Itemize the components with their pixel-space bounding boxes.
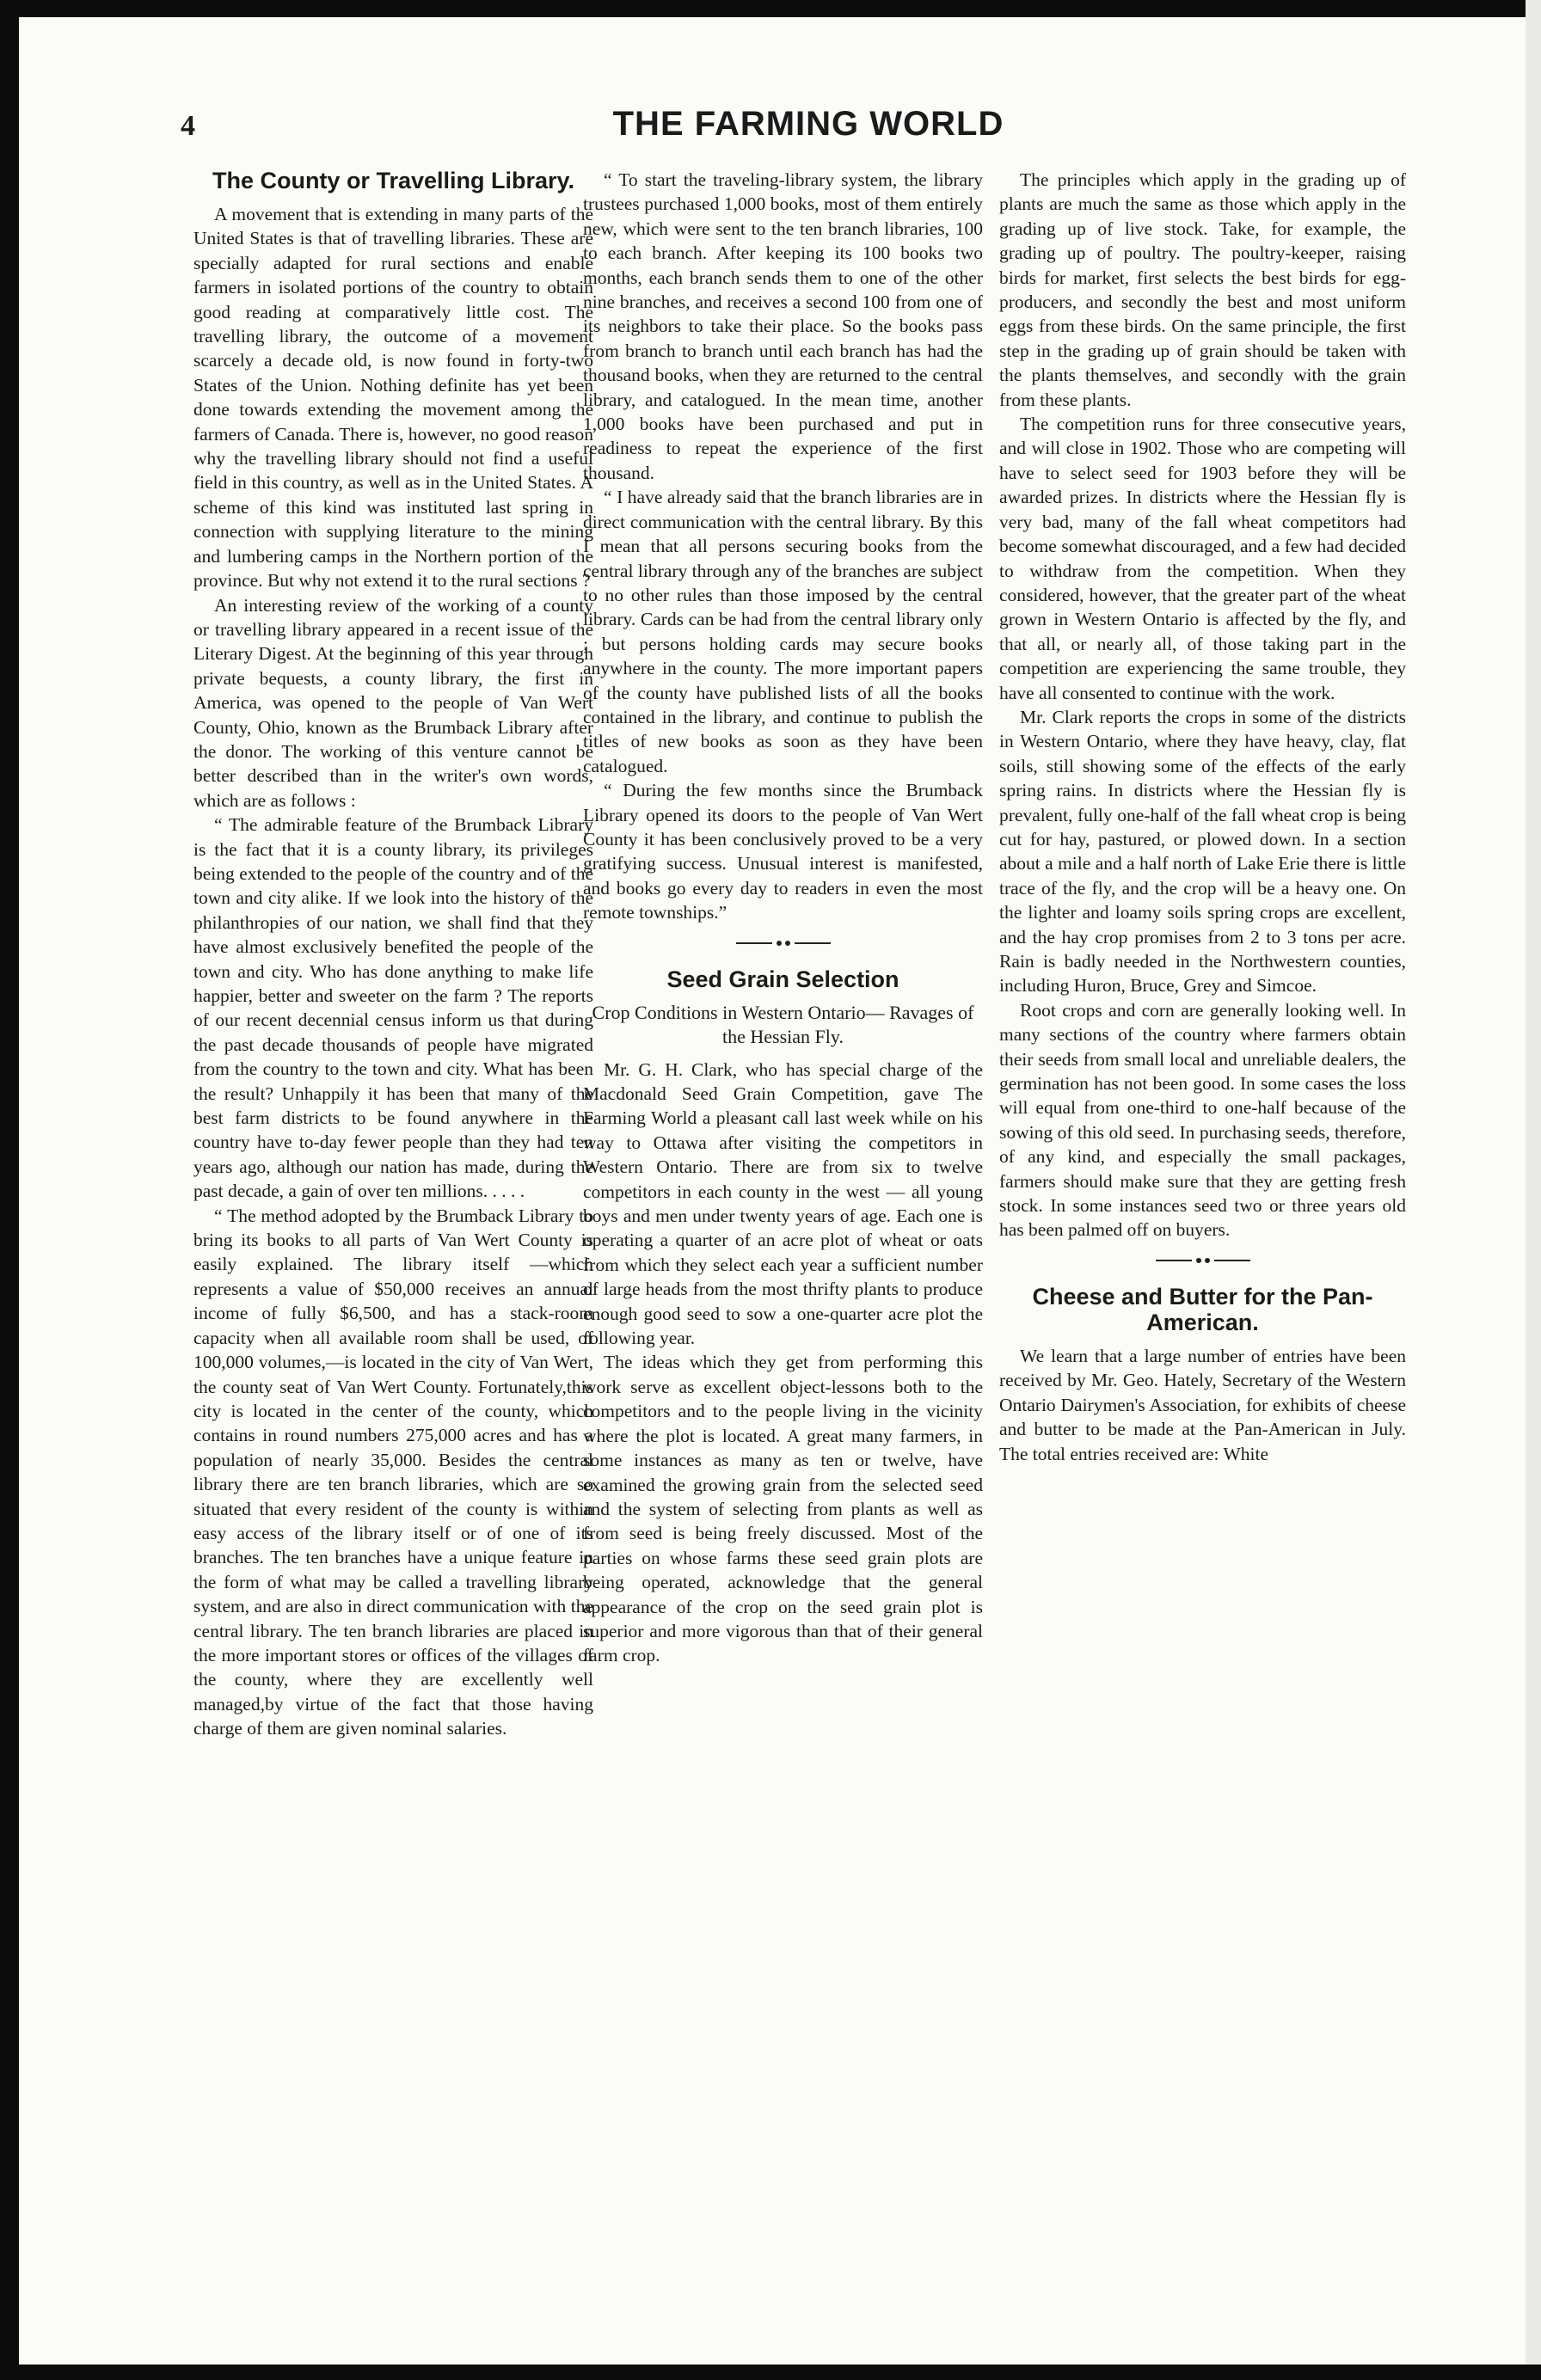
cheese-paragraph: We learn that a large number of entries have been received by Mr. Geo. Hately, Secretary of the Western Ontario Dairymen's Association, for exhibits of cheese and butter to be made at the Pan-American in July. The total entries received are: White	[999, 1345, 1406, 1464]
page-number: 4	[181, 110, 195, 142]
seed-paragraph: Mr. G. H. Clark, who has special charge of the Macdonald Seed Grain Competition, gave The Farming World a pleasant call last week while on his way to Ottawa after visiting the competitors in Western Ontario. There are from six to twelve competitors in each county in the west — all young boys and men under twenty years of age. Each one is operating a quarter of an acre plot of wheat or oats from which they select each year a sufficient number of large heads from the most thrifty plants to produce enough good seed to sow a one-quarter acre plot the following year.	[583, 1058, 983, 1349]
library-paragraph: “ To start the traveling-library system, the library trustees purchased 1,000 books, most of them entirely new, which were sent to the ten branch libraries, 100 to each branch. After keeping its 100 books two months, each branch sends them to one of the other nine branches, and receives a second 100 from one of its neighbors to take their place. So the books pass from branch to branch until each branch has had the thousand books, when they are returned to the central library, and catalogued. In the mean time, another 1,000 books have been purchased and put in readiness to repeat the experience of the first thousand.	[583, 169, 983, 483]
library-paragraph: An interesting review of the working of a county or travelling library appeared in a recent issue of the Literary Digest. At the beginning of this year through private bequests, a county library, the first in America, was opened to the people of Van Wert County, Ohio, known as the Brumback Library after the donor. The working of this venture cannot be better described than in the writer's own words, which are as follows :	[193, 594, 593, 811]
scan-border-top	[0, 0, 1541, 17]
library-paragraph: “ I have already said that the branch libraries are in direct communication with the central library. By this I mean that all persons securing books from the central library through any of the branches are subject to no other rules than those imposed by the central library. Cards can be had from the central library only ; but persons holding cards may secure books anywhere in the county. The more important papers of the county have published lists of all the books contained in the library, and continue to publish the titles of new books as soon as they have been catalogued.	[583, 487, 983, 776]
seed-paragraph: The competition runs for three consecutive years, and will close in 1902. Those who are competing will have to select seed for 1903 before they will be awarded prizes. In districts where the Hessian fly is very bad, many of the fall wheat competitors had become somewhat discouraged, and a few had decided to withdraw from the competition. When they considered, however, that the greater part of the wheat grown in Western Ontario is affected by the fly, and that all, or nearly all, of those taking part in the competition are experiencing the same trouble, they have all consented to continue with the work.	[999, 414, 1406, 703]
library-paragraph: “ The method adopted by the Brumback Library to bring its books to all parts of Van Wert County is easily explained. The library itself —which represents a value of $50,000 receives an annual income of fully $6,500, and has a stack-room capacity when all available room shall be used, of 100,000 volumes,—is located in the city of Van Wert, the county seat of Van Wert County. Fortunately,this city is located in the center of the county, which contains in round numbers 275,000 acres and has a population of nearly 35,000. Besides the central library there are ten branch libraries, which are so situated that every resident of the county is within easy access of the library itself or of one of its branches. The ten branches have a unique feature in the form of what may be called a travelling library system, and are also in direct communication with the central library. The ten branch libraries are placed in the more important stores or offices of the villages of the county, where they are excellently well managed,by virtue of the fact that those having charge of them are given nominal salaries.	[193, 1205, 593, 1739]
seed-paragraph: The principles which apply in the grading up of plants are much the same as those which apply in the grading up of live stock. Take, for example, the grading up of poultry. The poultry-keeper, raising birds for market, first selects the best birds for egg-producers, and secondly the best and most uniform eggs from these birds. On the same principle, the first step in the grading up of grain should be taken with the plants themselves, and secondly with the grain from these plants.	[999, 169, 1406, 410]
column-1	[193, 168, 593, 1741]
column-2	[583, 168, 983, 1668]
seed-paragraph: The ideas which they get from performing this work serve as excellent object-lessons both to the competitors and to the people living in the vicinity where the plot is located. A great many farmers, in some instances as many as ten or twelve, have examined the growing grain from the selected seed and the system of selecting from plants as well as from seed is being freely discussed. Most of the parties on whose farms these seed grain plots are being operated, acknowledge that the general appearance of the crop on the seed grain plot is superior and more vigorous than that of their general farm crop.	[583, 1352, 983, 1666]
running-head: THE FARMING WORLD	[612, 105, 1004, 143]
scan-border-right	[1526, 0, 1541, 2380]
column-3	[999, 168, 1406, 1466]
seed-paragraph: Mr. Clark reports the crops in some of the districts in Western Ontario, where they have heavy, clay, flat soils, still showing some of the effects of the early spring rains. In districts where the Hessian fly is prevalent, fully one-half of the fall wheat crop is being cut for hay, pastured, or plowed down. In a section about a mile and a half north of Lake Erie there is little trace of the fly, and the crop will be a heavy one. On the lighter and loamy soils spring crops are excellent, and the hay crop promises from 2 to 3 tons per acre. Rain is badly needed in the Northwestern counties, including Huron, Bruce, Grey and Simcoe.	[999, 706, 1406, 997]
library-paragraph: “ The admirable feature of the Brumback Library is the fact that it is a county library, its privileges being extended to the people of the country and of the town and city alike. If we look into the history of the philanthropies of our nation, we shall find that they have almost exclusively benefited the people of the town and city. Who has done anything to make life happier, better and sweeter on the farm ? The reports of our recent decennial census inform us that during the past decade thousands of people have migrated from the country to the town and city. What has been the result? Unhappily it has been that many of the best farm districts to be found anywhere in the country have to-day fewer people than they had ten years ago, although our nation has made, during the past decade, a gain of over ten millions. . . . .	[193, 814, 593, 1202]
scan-border-bottom	[0, 2365, 1541, 2380]
scan-border-left	[0, 0, 19, 2380]
library-paragraph: A movement that is extending in many parts of the United States is that of travelling libraries. These are specially adapted for rural sections and enable farmers in isolated portions of the country to obtain good reading at comparatively little cost. The travelling library, the outcome of a movement scarcely a decade old, is now found in forty-two States of the Union. Nothing definite has yet been done towards extending the movement among the farmers of Canada. There is, however, no good reason why the travelling library should not find a useful field in this country, as well as in the United States. A scheme of this kind was instituted last spring in connection with supplying literature to the mining and lumbering camps in the Northern portion of the province. But why not extend it to the rural sections ?	[193, 204, 594, 592]
cheese-article-title: Cheese and Butter for the Pan-American.	[1032, 1283, 1373, 1335]
library-paragraph: “ During the few months since the Brumback Library opened its doors to the people of Van Wert County it has been conclusively proved to be a very gratifying success. Unusual interest is manifested, and books go every day to readers in even the most remote townships.”	[583, 780, 983, 923]
seed-paragraph: Root crops and corn are generally looking well. In many sections of the country where farmers obtain their seeds from small local and unreliable dealers, the germination has not been good. In some cases the loss will equal from one-third to one-half because of the sowing of this old seed. In purchasing seeds, therefore, of any kind, and especially the small packages, farmers should make sure that they are getting fresh stock. In some instances seed two or three years old has been palmed off on buyers.	[999, 999, 1406, 1241]
seed-article-subtitle: Crop Conditions in Western Ontario— Ravages of the Hessian Fly.	[592, 1001, 974, 1047]
section-divider-ornament	[1156, 1256, 1250, 1265]
seed-article-title: Seed Grain Selection	[666, 966, 899, 992]
section-divider-ornament	[736, 939, 831, 948]
library-article-title: The County or Travelling Library.	[212, 168, 575, 193]
